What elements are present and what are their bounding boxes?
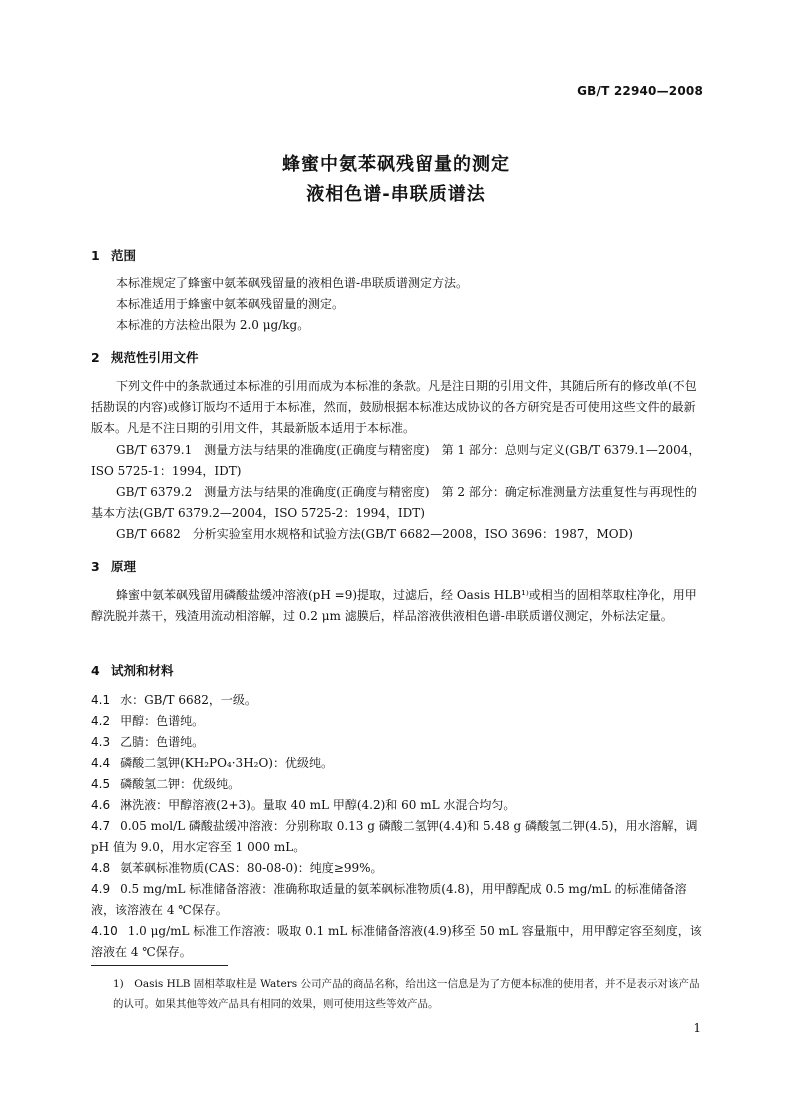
item-number: 4.8	[91, 861, 111, 875]
standard-code: GB/T 22940—2008	[577, 84, 703, 98]
reagent-item	[91, 816, 703, 858]
section-number: 3	[91, 559, 100, 574]
reagent-item	[91, 921, 703, 963]
section-title: 规范性引用文件	[111, 350, 199, 365]
item-text: 甲醇：色谱纯。	[120, 714, 205, 728]
reagent-item	[91, 858, 703, 879]
item-number: 4.4	[91, 756, 111, 770]
reagent-item	[91, 753, 703, 774]
document-title-line2: 液相色谱-串联质谱法	[306, 184, 486, 205]
item-text: 1.0 μg/mL 标准工作溶液：吸取 0.1 mL 标准储备溶液(4.9)移至 50 mL 容量瓶中，用甲醇定容至刻度，该溶液在 4 ℃保存。	[91, 924, 702, 959]
reference-item: GB/T 6379.2 测量方法与结果的准确度(正确度与精密度) 第 2 部分：确定标准测量方法重复性与再现性的基本方法(GB/T 6379.2—2004，ISO 5725-2：1994，IDT)	[91, 485, 697, 520]
item-text: 氨苯砜标准物质(CAS：80-08-0)：纯度≥99%。	[120, 861, 383, 875]
section-number: 1	[91, 248, 100, 263]
item-number: 4.1	[91, 693, 111, 707]
item-number: 4.7	[91, 819, 111, 833]
page-number: 1	[693, 1021, 701, 1035]
item-text: 0.5 mg/mL 标准储备溶液：准确称取适量的氨苯砜标准物质(4.8)，用甲醇配成 0.5 mg/mL 的标准储备溶液，该溶液在 4 ℃保存。	[91, 882, 687, 917]
item-text: 乙腈：色谱纯。	[120, 735, 205, 749]
section-3-heading	[91, 557, 136, 575]
reagent-item	[91, 774, 703, 795]
item-number: 4.10	[91, 924, 118, 938]
item-number: 4.2	[91, 714, 111, 728]
section-title: 试剂和材料	[111, 663, 174, 678]
document-title-line1: 蜂蜜中氨苯砜残留量的测定	[282, 154, 510, 175]
section-title: 原理	[111, 559, 137, 574]
footnote-divider	[91, 965, 228, 966]
item-text: 淋洗液：甲醇溶液(2+3)。量取 40 mL 甲醇(4.2)和 60 mL 水混合均匀。	[120, 798, 516, 812]
reference-item: GB/T 6682 分析实验室用水规格和试验方法(GB/T 6682—2008，ISO 3696：1987，MOD)	[116, 527, 633, 541]
section-4-heading	[91, 661, 174, 679]
section-2-heading	[91, 348, 199, 366]
reagent-item	[91, 879, 703, 921]
item-text: 水：GB/T 6682，一级。	[120, 693, 257, 707]
item-number: 4.6	[91, 798, 111, 812]
section-number: 4	[91, 663, 100, 678]
section-1-heading	[91, 246, 136, 264]
scope-paragraph: 本标准的方法检出限为 2.0 μg/kg。	[116, 318, 310, 332]
footnote: 1) Oasis HLB 固相萃取柱是 Waters 公司产品的商品名称，给出这一信息是为了方便本标准的使用者，并不是表示对该产品的认可。如果其他等效产品具有相同的效果，则可使用这些等效产品。	[113, 978, 700, 1010]
item-number: 4.5	[91, 777, 111, 791]
scope-paragraph: 本标准适用于蜂蜜中氨苯砜残留量的测定。	[116, 297, 345, 311]
item-number: 4.3	[91, 735, 111, 749]
reagent-item	[91, 795, 703, 816]
section-title: 范围	[111, 248, 137, 263]
reference-item: GB/T 6379.1 测量方法与结果的准确度(正确度与精密度) 第 1 部分：总则与定义(GB/T 6379.1—2004，ISO 5725-1：1994，IDT)	[91, 443, 701, 478]
principle-paragraph: 蜂蜜中氨苯砜残留用磷酸盐缓冲溶液(pH =9)提取，过滤后，经 Oasis HLB¹⁾或相当的固相萃取柱净化，用甲醇洗脱并蒸干，残渣用流动相溶解，过 0.2 μm 滤膜后，样品溶液供液相色谱-串联质谱仪测定，外标法定量。	[91, 588, 697, 623]
reagent-item	[91, 711, 703, 732]
item-text: 0.05 mol/L 磷酸盐缓冲溶液：分别称取 0.13 g 磷酸二氢钾(4.4)和 5.48 g 磷酸氢二钾(4.5)，用水溶解，调 pH 值为 9.0，用水定容至 1 000 mL。	[91, 819, 698, 854]
scope-paragraph: 本标准规定了蜂蜜中氨苯砜残留量的液相色谱-串联质谱测定方法。	[116, 276, 469, 290]
item-number: 4.9	[91, 882, 111, 896]
item-text: 磷酸二氢钾(KH₂PO₄·3H₂O)：优级纯。	[120, 756, 333, 770]
reagent-item	[91, 690, 703, 711]
reagent-item	[91, 732, 703, 753]
references-intro: 下列文件中的条款通过本标准的引用而成为本标准的条款。凡是注日期的引用文件，其随后所有的修改单(不包括勘误的内容)或修订版均不适用于本标准，然而，鼓励根据本标准达成协议的各方研究是否可使用这些文件的最新版本。凡是不注日期的引用文件，其最新版本适用于本标准。	[91, 379, 697, 435]
section-number: 2	[91, 350, 100, 365]
item-text: 磷酸氢二钾：优级纯。	[120, 777, 241, 791]
